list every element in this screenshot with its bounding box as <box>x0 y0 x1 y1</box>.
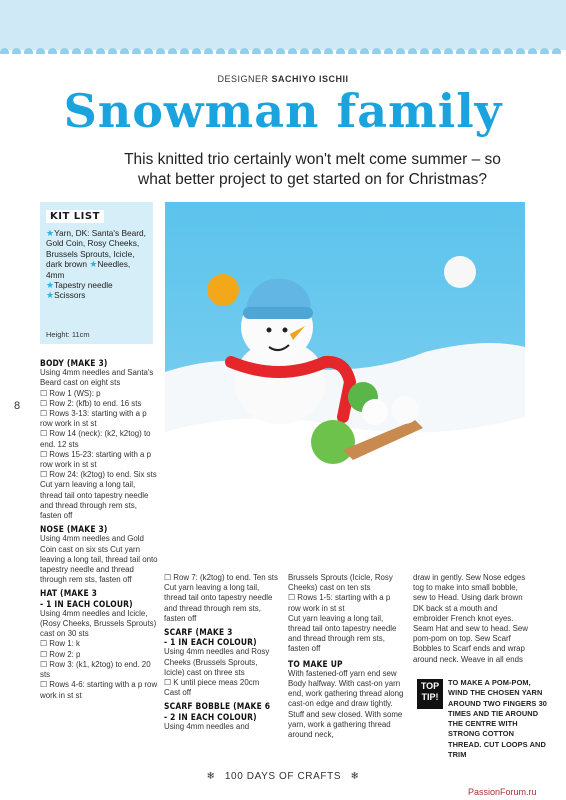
designer-prefix: DESIGNER <box>217 74 269 84</box>
snowflake-icon: ❄ <box>206 771 216 782</box>
body-line: ☐ Row 14 (neck): (k2, k2tog) to end. 12 sts <box>40 429 151 449</box>
star-icon: ★ <box>46 280 55 291</box>
makeup-text: With fastened-off yarn end sew Body halfway. With cast-on yarn end, work gathering thread along cast-on edge and draw tightly. Stuff and sew closed. With some yarn, work a gathering thread around neck, <box>288 668 404 740</box>
nose-text: Using 4mm needles and Gold Coin cast on six sts Cut yarn leaving a long tail, thread tail onto tapestry needle and thread through rem sts, fasten off <box>40 534 158 585</box>
top-tip-line2: TIP! <box>421 692 439 702</box>
kit-item: Yarn, DK: Santa's Beard, Gold Coin, Rosy Cheeks, Brussels Sprouts, Icicle, dark brown <box>46 228 146 270</box>
column-1 <box>40 358 158 701</box>
makeup-continued: draw in gently. Sew Nose edges tog to make into small bobble, sew to Head. Using dark brown DK back st a mouth and embroider French knot eyes. Seam Hat and sew to head. Sew pom-pom on top. Sew Scarf Bobbles to Scarf ends and wrap around neck. Weave in all ends <box>413 573 528 664</box>
hat-heading-sub: - 1 IN EACH COLOUR) <box>40 598 133 609</box>
body-line: ☐ Row 24: (k2tog) to end. Six sts <box>40 470 157 480</box>
snowman-illustration <box>165 202 525 560</box>
column-4 <box>413 573 531 665</box>
bobble-heading: SCARF BOBBLE (MAKE 6 <box>164 701 271 712</box>
bobble-continued: Brussels Sprouts (Icicle, Rosy Cheeks) cast on ten sts <box>288 573 393 593</box>
page-number: 8 <box>14 400 21 412</box>
kit-list-box <box>40 202 153 344</box>
bobble-row: ☐ Rows 1-5: starting with a p row work in st st <box>288 593 391 613</box>
body-line: Using 4mm needles and Santa's Beard cast on eight sts <box>40 368 154 388</box>
body-line: ☐ Row 1 (WS): p <box>40 388 101 398</box>
top-tip-text: TO MAKE A POM-POM, WIND THE CHOSEN YARN AROUND TWO FINGERS 30 TIMES AND TIE AROUND THE CENTRE WITH STRONG COTTON THREAD. CUT LOOPS AND TRIM <box>448 678 548 760</box>
designer-credit <box>0 74 566 84</box>
top-tip-badge <box>417 679 443 709</box>
kit-item: Scissors <box>54 290 86 301</box>
hat-line: ☐ Rows 4-6: starting with a p row work in st st <box>40 680 158 700</box>
bobble-heading-sub: - 2 IN EACH COLOUR) <box>164 711 257 722</box>
hat-line: ☐ Row 3: (k1, k2tog) to end. 20 sts <box>40 659 151 680</box>
scarf-text: Using 4mm needles and Rosy Cheeks (Brussels Sprouts, Icicle) cast on three sts <box>164 647 270 677</box>
kit-height: Height: 11cm <box>46 330 90 339</box>
hat-continued: ☐ Row 7: (k2tog) to end. Ten sts Cut yarn leaving a long tail, thread tail onto tapestry needle and thread through rem sts, fasten off <box>164 573 278 623</box>
page-title: Snowman family <box>63 84 503 138</box>
column-2 <box>164 573 278 732</box>
star-icon: ★ <box>46 228 55 238</box>
body-line: Cut yarn leaving a long tail, thread tail onto tapestry needle and thread through rem sts, fasten off <box>40 480 149 521</box>
standfirst: This knitted trio certainly won't melt come summer – so what better project to get started on for Christmas? <box>124 151 501 188</box>
scarf-heading-sub: - 1 IN EACH COLOUR) <box>164 637 257 648</box>
snowman-photo <box>165 202 525 560</box>
kit-item: Tapestry needle <box>54 280 113 291</box>
scallop-border <box>0 44 566 54</box>
hat-line: ☐ Row 1: k <box>40 639 80 649</box>
scarf-end: Cast off <box>164 688 192 698</box>
star-icon: ★ <box>46 290 55 301</box>
hat-heading: HAT (MAKE 3 <box>40 588 98 599</box>
footer-text: 100 DAYS OF CRAFTS <box>224 771 342 782</box>
body-heading: BODY (MAKE 3) <box>40 358 108 368</box>
top-tip-line1: TOP <box>420 681 440 691</box>
scarf-heading: SCARF (MAKE 3 <box>164 627 233 638</box>
column-3 <box>288 573 404 740</box>
makeup-heading: TO MAKE UP <box>288 658 343 669</box>
bobble-end: Cut yarn leaving a long tail, thread tail onto tapestry needle and thread through rem sts, fasten off <box>288 613 397 654</box>
hat-line: Using 4mm needles and Icicle, (Rosy Cheeks, Brussels Sprouts) cast on 30 sts <box>40 608 157 639</box>
star-icon: ★ <box>89 259 98 270</box>
watermark: PassionForum.ru <box>468 787 537 797</box>
kit-list-items <box>46 228 150 301</box>
body-line: ☐ Rows 3-13: starting with a p row work in st st <box>40 409 147 429</box>
top-band <box>0 0 566 50</box>
kit-list-title: KIT LIST <box>46 210 104 223</box>
snowflake-icon: ❄ <box>350 771 360 782</box>
designer-name: SACHIYO ISCHII <box>271 74 349 84</box>
hat-line: ☐ Row 2: p <box>40 649 81 659</box>
kit-item: Needles, 4mm <box>46 259 131 280</box>
body-line: ☐ Rows 15-23: starting with a p row work in st st <box>40 449 152 470</box>
footer <box>0 771 566 782</box>
bobble-text: Using 4mm needles and <box>164 721 250 731</box>
nose-heading: NOSE (MAKE 3) <box>40 524 108 535</box>
body-line: ☐ Row 2: (kfb) to end. 16 sts <box>40 398 142 408</box>
scarf-row: ☐ K until piece meas 20cm <box>164 678 260 688</box>
